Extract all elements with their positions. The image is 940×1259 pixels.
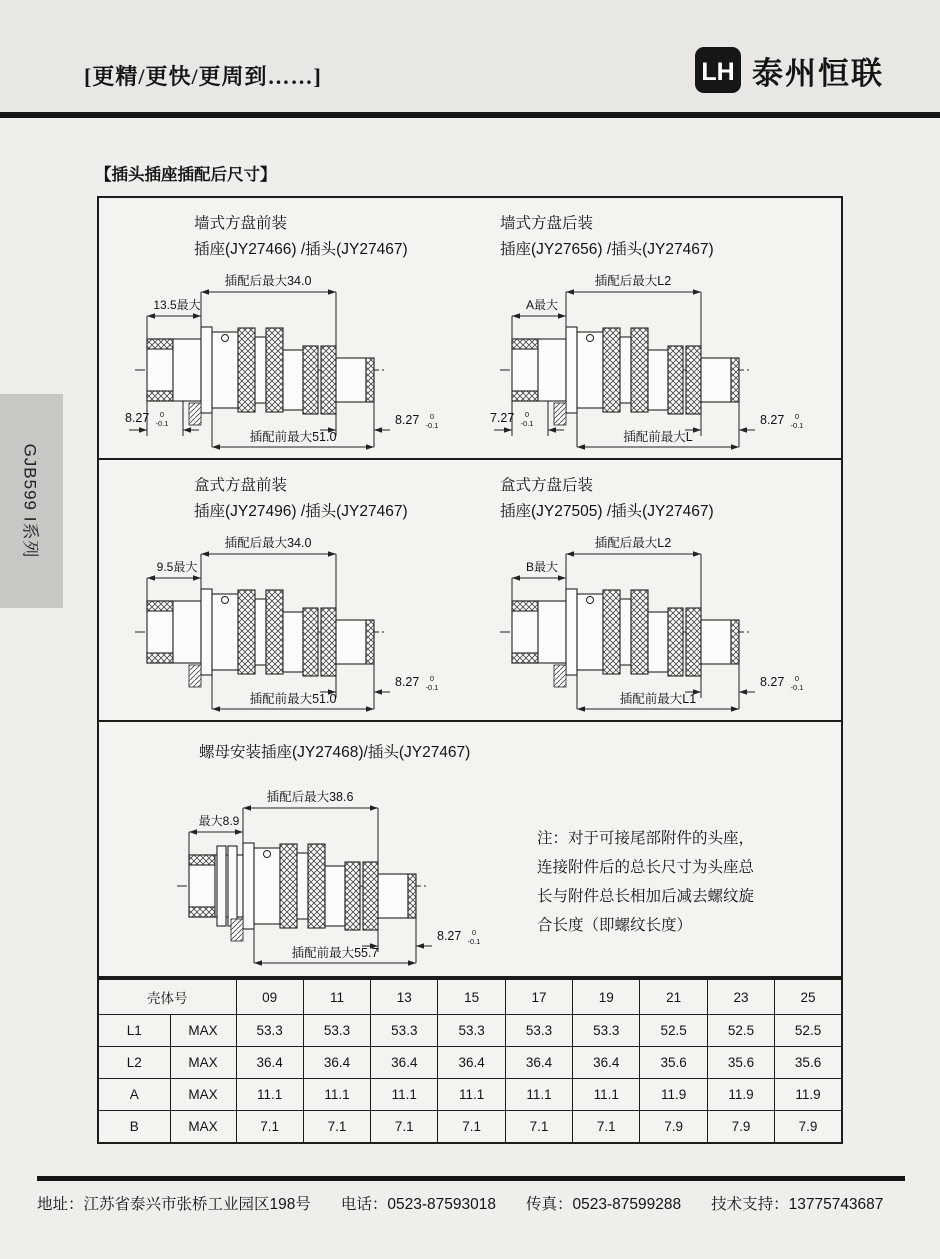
diagram-row-jam-nut (99, 722, 841, 976)
table-cell: 53.3 (505, 1015, 572, 1047)
logo-mark-icon (694, 46, 742, 94)
footer-item: 电话：0523-87593018 (340, 1196, 496, 1213)
connector-drawing-jam-nut (167, 774, 507, 972)
note-line: 连接附件后的总长尺寸为头座总 (537, 859, 755, 876)
connector-drawing-wall-front (125, 258, 465, 456)
diagram-title (199, 740, 470, 766)
dim-label: 0 (471, 928, 477, 937)
dim-label: -0.1 (425, 683, 439, 692)
table-cell: 11.1 (505, 1079, 572, 1111)
dim-label: 插配后最大34.0 (224, 536, 312, 550)
dim-label: 0 (794, 674, 800, 683)
page-header (0, 0, 940, 112)
dim-label: 8.27 (760, 413, 785, 427)
header-divider (0, 112, 940, 118)
diagram-title (500, 211, 714, 263)
diagram-row-box-mount (99, 460, 841, 722)
diagram-title (500, 473, 714, 525)
dim-label: 9.5最大 (156, 560, 198, 574)
table-cell: 7.1 (371, 1111, 438, 1144)
table-cell: 35.6 (640, 1047, 707, 1079)
diagram-wall-front (99, 198, 472, 458)
note-line: 合长度（即螺纹长度） (537, 917, 693, 934)
diagram-row-wall-mount (99, 198, 841, 460)
diagram-panel (97, 196, 843, 978)
table-cell: 36.4 (236, 1047, 303, 1079)
table-cell: 11.9 (775, 1079, 842, 1111)
dim-label: -0.1 (425, 421, 439, 430)
diagram-subtitle-line: 插座(JY27466) /插头(JY27467) (194, 241, 408, 258)
dim-label: -0.1 (520, 419, 534, 428)
diagram-subtitle-line: 插座(JY27496) /插头(JY27467) (194, 503, 408, 520)
row-qualifier: MAX (170, 1111, 236, 1144)
dim-label: 最大8.9 (198, 814, 240, 828)
diagram-title-line: 墙式方盘后装 (500, 215, 594, 232)
row-param: B (98, 1111, 170, 1144)
table-shell-header: 23 (707, 979, 774, 1015)
table-cell: 53.3 (236, 1015, 303, 1047)
series-tab (0, 394, 63, 608)
dim-label: 8.27 (395, 675, 420, 689)
table-cell: 7.1 (505, 1111, 572, 1144)
table-cell: 11.1 (371, 1079, 438, 1111)
row-qualifier: MAX (170, 1079, 236, 1111)
table-shell-header: 13 (371, 979, 438, 1015)
dim-label: 插配前最大51.0 (249, 692, 337, 706)
brand-name: 泰州恒联 (752, 55, 884, 91)
row-param: A (98, 1079, 170, 1111)
dim-label: 插配后最大34.0 (224, 274, 312, 288)
footer-item: 传真：0523-87599288 (525, 1196, 682, 1213)
row-qualifier: MAX (170, 1015, 236, 1047)
dim-label: 插配前最大L1 (619, 692, 697, 706)
table-cell: 11.1 (236, 1079, 303, 1111)
table-shell-header: 09 (236, 979, 303, 1015)
dim-label: -0.1 (790, 421, 804, 430)
diagram-title-line: 螺母安装插座(JY27468)/插头(JY27467) (199, 744, 471, 761)
table-cell: 7.1 (303, 1111, 370, 1144)
dim-label: -0.1 (790, 683, 804, 692)
dim-label: 0 (429, 412, 435, 421)
dim-label: 0 (794, 412, 800, 421)
diagram-title (194, 211, 408, 263)
footer-item: 技术支持：13775743687 (711, 1196, 884, 1213)
table-cell: 52.5 (775, 1015, 842, 1047)
table-cell: 35.6 (707, 1047, 774, 1079)
svg-text:LH: LH (701, 58, 735, 86)
table-cell: 53.3 (438, 1015, 505, 1047)
dim-label: 8.27 (125, 411, 150, 425)
table-cell: 36.4 (505, 1047, 572, 1079)
dim-label: -0.1 (467, 937, 481, 946)
dim-label: 插配前最大51.0 (249, 430, 337, 444)
diagram-box-rear (472, 460, 841, 720)
table-cell: 7.1 (236, 1111, 303, 1144)
dimension-table-head (98, 979, 842, 1015)
table-cell: 11.9 (707, 1079, 774, 1111)
table-cell: 7.1 (438, 1111, 505, 1144)
table-cell: 53.3 (573, 1015, 640, 1047)
dimension-table-body (98, 1015, 842, 1144)
dim-label: 插配后最大L2 (594, 536, 672, 550)
diagram-title-line: 盒式方盘前装 (194, 477, 288, 494)
table-cell: 11.9 (640, 1079, 707, 1111)
table-cell: 52.5 (707, 1015, 774, 1047)
diagram-box-front (99, 460, 472, 720)
row-qualifier: MAX (170, 1047, 236, 1079)
table-corner-header: 壳体号 (98, 979, 236, 1015)
footer-contact (37, 1192, 917, 1214)
connector-drawing-wall-rear (490, 258, 830, 456)
table-cell: 36.4 (371, 1047, 438, 1079)
table-cell: 11.1 (303, 1079, 370, 1111)
table-cell: 7.9 (640, 1111, 707, 1144)
connector-drawing-box-front (125, 520, 465, 718)
dim-label: 插配后最大L2 (594, 274, 672, 288)
series-label: GJB599 I系列 (20, 443, 39, 559)
dim-label: 0 (159, 410, 165, 419)
note-text (537, 824, 843, 940)
slogan-text: [更精/更快/更周到……] (84, 64, 322, 89)
table-cell: 36.4 (573, 1047, 640, 1079)
dim-label: 8.27 (760, 675, 785, 689)
diagram-subtitle-line: 插座(JY27656) /插头(JY27467) (500, 241, 714, 258)
table-row (98, 1079, 842, 1111)
table-row (98, 1111, 842, 1144)
footer-item: 地址：江苏省泰兴市张桥工业园区198号 (37, 1196, 311, 1213)
dimension-table (97, 978, 843, 1144)
note-line: 注：对于可接尾部附件的头座， (537, 830, 755, 847)
row-param: L2 (98, 1047, 170, 1079)
table-cell: 53.3 (371, 1015, 438, 1047)
table-shell-header: 25 (775, 979, 842, 1015)
table-cell: 7.9 (775, 1111, 842, 1144)
footer-divider (37, 1176, 905, 1181)
dim-label: 0 (524, 410, 530, 419)
table-cell: 52.5 (640, 1015, 707, 1047)
dim-label: 8.27 (395, 413, 420, 427)
dim-label: A最大 (525, 298, 559, 312)
diagram-title-line: 墙式方盘前装 (194, 215, 288, 232)
diagram-title (194, 473, 408, 525)
dim-label: 插配前最大L (623, 430, 693, 444)
table-cell: 36.4 (438, 1047, 505, 1079)
dim-label: 0 (429, 674, 435, 683)
table-cell: 35.6 (775, 1047, 842, 1079)
table-cell: 53.3 (303, 1015, 370, 1047)
dim-label: 插配后最大38.6 (266, 790, 354, 804)
section-title: 【插头插座插配后尺寸】 (95, 166, 277, 184)
table-shell-header: 11 (303, 979, 370, 1015)
diagram-wall-rear (472, 198, 841, 458)
diagram-subtitle-line: 插座(JY27505) /插头(JY27467) (500, 503, 714, 520)
table-cell: 11.1 (438, 1079, 505, 1111)
table-cell: 36.4 (303, 1047, 370, 1079)
table-shell-header: 19 (573, 979, 640, 1015)
note-line: 长与附件总长相加后减去螺纹旋 (537, 888, 755, 905)
table-cell: 7.9 (707, 1111, 774, 1144)
brand-logo (694, 46, 884, 94)
table-cell: 7.1 (573, 1111, 640, 1144)
table-cell: 11.1 (573, 1079, 640, 1111)
table-shell-header: 21 (640, 979, 707, 1015)
row-param: L1 (98, 1015, 170, 1047)
connector-drawing-box-rear (490, 520, 830, 718)
table-row (98, 1015, 842, 1047)
dim-label: 8.27 (437, 929, 462, 943)
dim-label: 7.27 (490, 411, 515, 425)
dim-label: 13.5最大 (153, 298, 201, 312)
dim-label: B最大 (525, 560, 559, 574)
diagram-title-line: 盒式方盘后装 (500, 477, 594, 494)
table-shell-header: 17 (505, 979, 572, 1015)
table-shell-header: 15 (438, 979, 505, 1015)
dim-label: 插配前最大55.7 (291, 946, 379, 960)
table-row (98, 1047, 842, 1079)
dim-label: -0.1 (155, 419, 169, 428)
